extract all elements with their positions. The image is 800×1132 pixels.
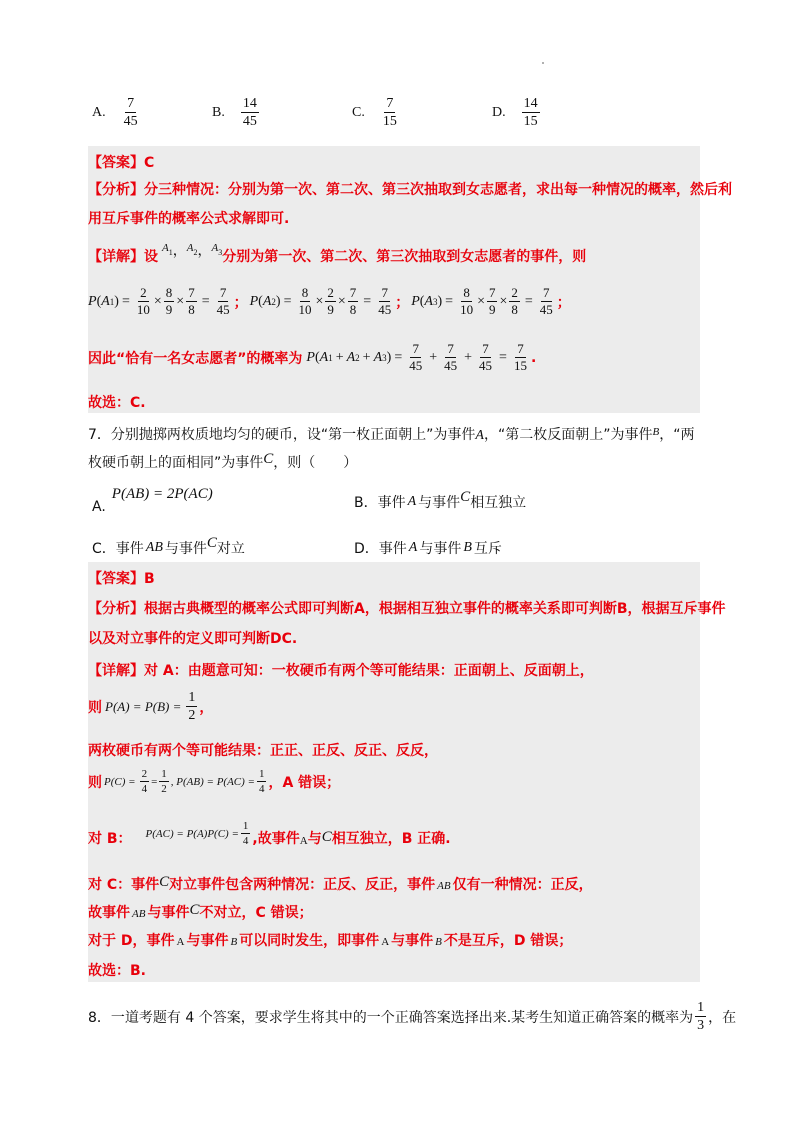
analysis-line: 【分析】根据古典概型的概率公式即可判断A，根据相互独立事件的概率关系即可判断B，根据互斥事件 <box>88 601 726 617</box>
answer-line: 【答案】C <box>88 155 155 171</box>
probability-line: P ( A 1 ) = $\frac{2}{10}$ × $\frac{8}{9}$ × $\frac{7}{8}$ = $\frac{7}{45}$ ； P ( A 2 ) = $\frac{8}{10}$ × $\frac{2}{9}$ × $\frac{7}{8}$ = $\frac{7}{45}$ ； P ( A 3 ) = $\frac{8}{10}$ × $\frac{7}{9}$ × $\frac{2}{8}$ = $\frac{7}{45}$ ； <box>88 285 571 318</box>
analysis-line: 用互斥事件的概率公式求解即可. <box>88 211 290 227</box>
choice-label: B. <box>212 104 225 120</box>
q8-line-1: 8．一道考题有 4 个答案，要求学生将其中的一个正确答案选择出来.某考生知道正确答案的概率为 $\frac{1}{3}$ ，在 <box>88 1000 737 1034</box>
fraction: $\frac{7}{8}$ <box>349 285 357 318</box>
q7-line-2: 枚硬币朝上的面相同”为事件C，则（ ） <box>88 451 358 471</box>
fraction: $\frac{7}{15}$ <box>513 341 527 374</box>
choice-d <box>492 96 542 130</box>
choice-a <box>92 96 142 130</box>
fraction: $\frac{14}{45}$ <box>242 96 257 130</box>
detail-line: 对 B： P(AC) = P(A)P(C) = $\frac{1}{4}$ ,故事件 A 与 C 相互独立，B 正确. <box>88 820 451 848</box>
fraction: $\frac{8}{9}$ <box>165 285 173 318</box>
q7-answer-block <box>88 562 726 982</box>
fraction: $\frac{7}{45}$ <box>409 341 423 374</box>
fraction: $\frac{7}{9}$ <box>488 285 496 318</box>
detail-line: 对于 D，事件 A 与事件 B 可以同时发生，即事件 A 与事件 B 不是互斥，D 错误； <box>88 933 573 949</box>
detail-line: 两枚硬币有两个等可能结果：正正、正反、反正、反反， <box>88 743 438 759</box>
detail-line: 【详解】对 A：由题意可知：一枚硬币有两个等可能结果：正面朝上、反面朝上， <box>88 663 594 679</box>
fraction: $\frac{7}{45}$ <box>123 96 138 130</box>
fraction: $\frac{7}{45}$ <box>216 285 230 318</box>
fraction: $\frac{2}{9}$ <box>327 285 334 318</box>
answer-line: 【答案】B <box>88 571 155 587</box>
choice-label: D. <box>492 104 506 120</box>
detail-line: 对 C：事件C对立事件包含两种情况：正反、反正，事件 AB 仅有一种情况：正反， <box>88 874 593 893</box>
fraction: $\frac{7}{45}$ <box>479 341 493 374</box>
fraction: $\frac{7}{45}$ <box>444 341 458 374</box>
q6-answer-block <box>88 146 732 413</box>
fraction: $\frac{1}{2}$ <box>188 690 196 724</box>
q6-choices <box>0 96 800 136</box>
fraction: $\frac{1}{4}$ <box>258 768 265 796</box>
fraction: $\frac{2}{8}$ <box>511 285 518 318</box>
detail-line: 则 P(A) = P(B) = $\frac{1}{2}$ ， <box>88 690 214 724</box>
fraction: $\frac{7}{15}$ <box>382 96 397 130</box>
analysis-line: 【分析】分三种情况：分别为第一次、第二次、第三次抽取到女志愿者，求出每一种情况的概率，然后利 <box>88 182 732 198</box>
q7-option-c: C．事件 AB 与事件 C 对立 <box>92 534 245 557</box>
conclusion-line: 因此“恰有一名女志愿者”的概率为 P ( A 1 + A 2 + A 3 ) = $\frac{7}{45}$ + $\frac{7}{45}$ + $\frac{7}{45}$ = $\frac{7}{15}$ . <box>88 341 537 374</box>
fraction: $\frac{2}{4}$ <box>141 768 148 796</box>
fraction: $\frac{1}{3}$ <box>697 1000 705 1034</box>
fraction: $\frac{7}{45}$ <box>378 285 392 318</box>
scan-dot <box>542 62 544 64</box>
detail-line: 故事件 AB 与事件C不对立，C 错误； <box>88 902 313 921</box>
q7-option-b: B．事件 A 与事件 C 相互独立 <box>354 488 527 511</box>
fraction: $\frac{7}{45}$ <box>539 285 553 318</box>
choice-c <box>352 96 401 130</box>
fraction: $\frac{8}{10}$ <box>460 285 474 318</box>
q7-option-a: A. P(AB) = 2P(AC) <box>92 486 213 515</box>
fraction: $\frac{7}{8}$ <box>188 285 195 318</box>
q7-line-1: 7．分别抛掷两枚质地均匀的硬币，设“第一枚正面朝上”为事件A，“第二枚反面朝上”为事件$^B$，“两 <box>88 426 695 443</box>
fraction: $\frac{8}{10}$ <box>298 285 312 318</box>
detail-line: 【详解】设$^{A1}$，$^{A2}$，$^{A3}$分别为第一次、第二次、第三次抽取到女志愿者的事件，则 <box>88 242 587 265</box>
choose-line: 故选：C. <box>88 395 146 411</box>
choice-b <box>212 96 261 130</box>
fraction: $\frac{1}{4}$ <box>242 820 249 848</box>
choice-label: A. <box>92 104 106 120</box>
choice-label: C. <box>352 104 365 120</box>
choose-line: 故选：B. <box>88 963 146 979</box>
q7-option-d: D．事件 A 与事件 B 互斥 <box>354 540 502 557</box>
analysis-line: 以及对立事件的定义即可判断DC. <box>88 631 298 647</box>
fraction: $\frac{14}{15}$ <box>523 96 538 130</box>
fraction: $\frac{1}{2}$ <box>161 768 167 796</box>
detail-line: 则 P(C) = $\frac{2}{4}$ = $\frac{1}{2}$ , P(AB) = P(AC) = $\frac{1}{4}$ ，A 错误； <box>88 768 341 796</box>
fraction: $\frac{2}{10}$ <box>136 285 150 318</box>
